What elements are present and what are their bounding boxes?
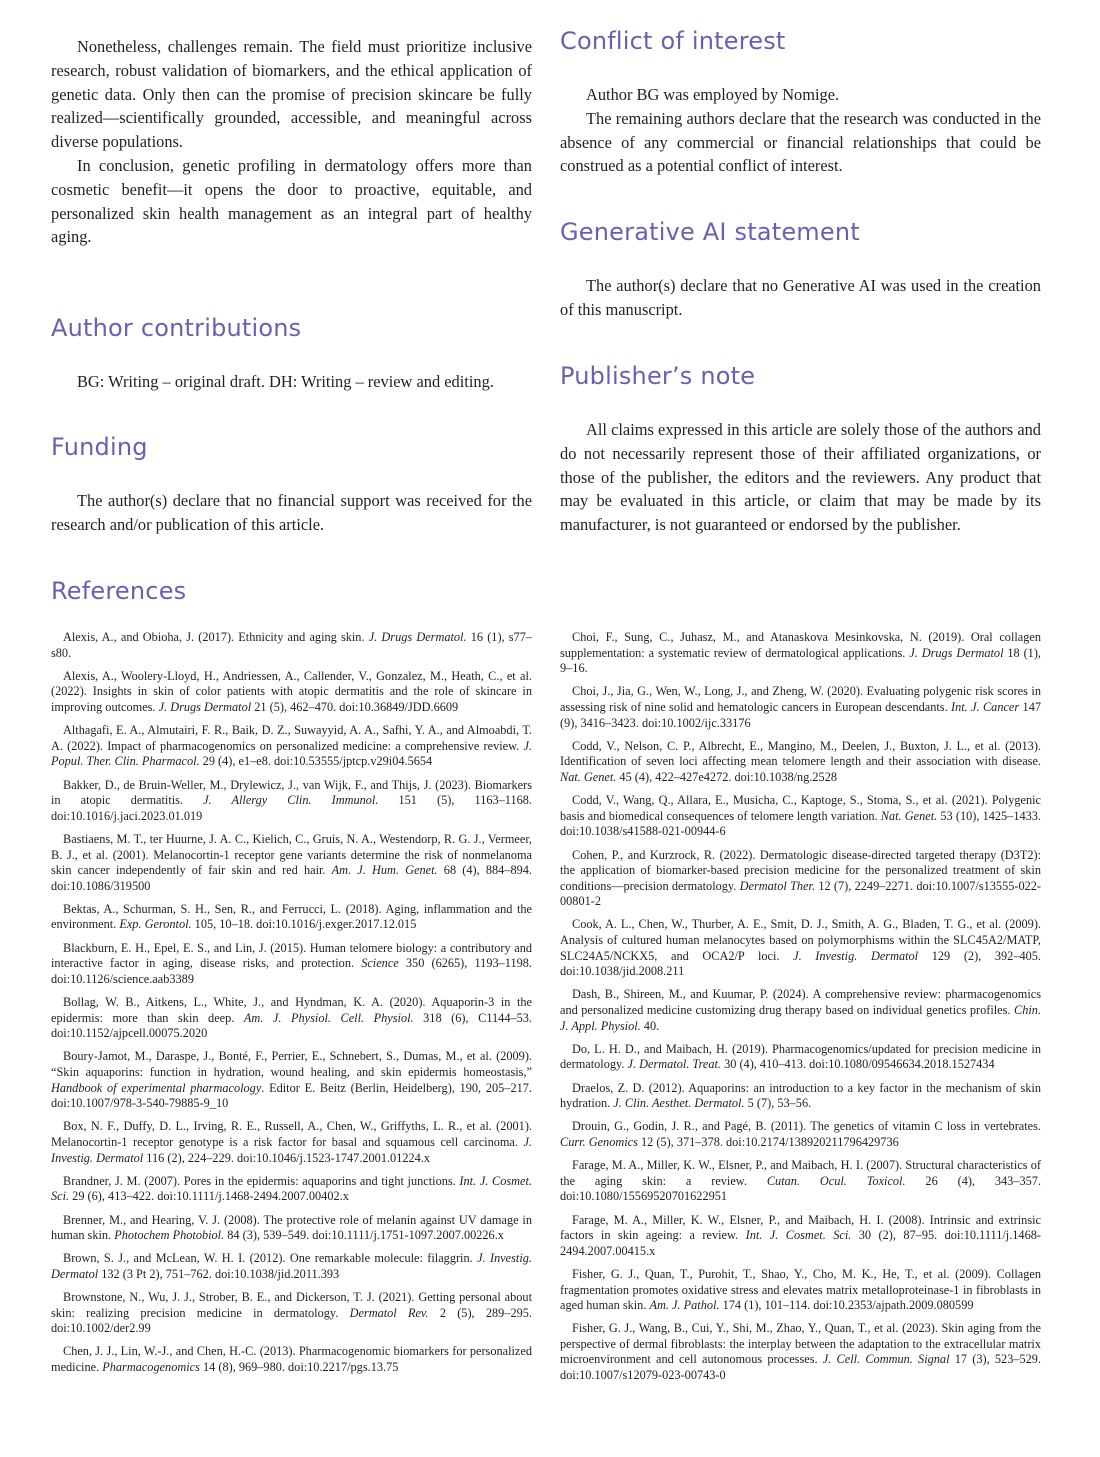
reference-citation: 2 (5), 289–295. doi:10.1002/der2.99 — [51, 1305, 532, 1336]
reference-citation: 129 (2), 392–405. doi:10.1038/jid.2008.211 — [560, 948, 1041, 979]
publishers-note-section — [560, 418, 1041, 537]
reference-text: Brown, S. J., and McLean, W. H. I. (2012). One remarkable molecule: filaggrin. — [63, 1251, 478, 1266]
reference-item — [560, 987, 1041, 1034]
reference-text: Bakker, D., de Bruin-Weller, M., Drylewicz, J., van Wijk, F., and Thijs, J. (2023). Biomarkers in atopic dermatitis. — [51, 777, 532, 808]
reference-citation: 29 (4), e1–e8. doi:10.53555/jptcp.v29i04.5654 — [199, 754, 433, 769]
reference-journal: J. Investig. Dermatol — [51, 1251, 532, 1281]
references-list-right — [560, 630, 1041, 1391]
generative-ai-section — [560, 274, 1041, 322]
reference-citation: 68 (4), 884–894. doi:10.1086/319500 — [51, 863, 532, 893]
funding-section — [51, 489, 532, 537]
reference-citation: 29 (6), 413–422. doi:10.1111/j.1468-2494.2007.00402.x — [69, 1189, 349, 1204]
reference-item — [51, 1213, 532, 1244]
publishers-note-text: All claims expressed in this article are solely those of the authors and do not necessarily represent those of their affiliated organizations, or those of the publisher, the editors and the reviewers. Any product that may be evaluated in this article, or claim that may be made by its manufacturer, is not guaranteed or endorsed by the publisher. — [560, 420, 1041, 535]
reference-citation: 116 (2), 224–229. doi:10.1046/j.1523-1747.2001.01224.x — [143, 1150, 431, 1165]
reference-text: Bollag, W. B., Aitkens, L., White, J., and Hyndman, K. A. (2020). Aquaporin-3 in the epidermis: more than skin deep. — [51, 995, 532, 1025]
reference-item — [51, 1344, 532, 1375]
reference-item — [51, 723, 532, 770]
reference-citation: 5 (7), 53–56. — [744, 1096, 812, 1111]
reference-text: Drouin, G., Godin, J. R., and Pagé, B. (2011). The genetics of vitamin C loss in vertebrates. — [572, 1119, 1041, 1134]
reference-citation: 16 (1), s77–s80. — [51, 630, 533, 660]
reference-item — [51, 1119, 532, 1166]
author-contributions-heading: Author contributions — [51, 314, 302, 342]
reference-item — [51, 1251, 532, 1282]
reference-citation: 53 (10), 1425–1433. doi:10.1038/s41588-021-00944-6 — [560, 808, 1041, 839]
reference-journal: J. Investig. Dermatol — [793, 948, 919, 963]
reference-text: Fisher, G. J., Wang, B., Cui, Y., Shi, M., Zhao, Y., Quan, T., et al. (2023). Skin aging from the perspective of dermal fibroblasts: the interplay between the adaptation to the extracellular matrix microenvironment and cell autonomous processes. — [560, 1321, 1041, 1367]
reference-journal: J. Investig. Dermatol — [51, 1134, 532, 1165]
reference-journal: Curr. Genomics — [560, 1134, 638, 1149]
reference-citation: 40. — [640, 1018, 660, 1033]
reference-item — [560, 1213, 1041, 1260]
author-contributions-text: BG: Writing – original draft. DH: Writing – review and editing. — [77, 372, 494, 391]
reference-text: Do, L. H. D., and Maibach, H. (2019). Pharmacogenomics/updated for precision medicine in dermatology. — [560, 1041, 1041, 1072]
reference-text: Bektas, A., Schurman, S. H., Sen, R., and Ferrucci, L. (2018). Aging, inflammation and the environment. — [51, 901, 532, 932]
references-heading: References — [51, 577, 187, 605]
reference-item — [51, 669, 532, 716]
reference-text: Bastiaens, M. T., ter Huurne, J. A. C., Kielich, C., Gruis, N. A., Westendorp, R. G. J., Vermeer, B. J., et al. (2001). Melanocortin-1 receptor gene variants determine the risk of nonmelanoma skin cancer independently of fair skin and red hair. — [51, 831, 532, 878]
reference-citation: 12 (5), 371–378. doi:10.2174/138920211796429736 — [637, 1134, 899, 1149]
reference-text: Codd, V., Wang, Q., Allara, E., Musicha, C., Kaptoge, S., Stoma, S., et al. (2021). Polygenic basis and biomedical consequences of telomere length variation. — [560, 793, 1041, 823]
reference-journal: Int. J. Cosmet. Sci. — [745, 1228, 852, 1243]
reference-journal: Pharmacogenomics — [102, 1360, 200, 1375]
reference-item — [560, 848, 1041, 910]
conflict-of-interest-paragraph: The remaining authors declare that the research was conducted in the absence of any commercial or financial relationships that could be construed as a potential conflict of interest. — [560, 108, 1041, 176]
reference-item — [560, 1267, 1041, 1314]
reference-item — [51, 1290, 532, 1337]
funding-heading: Funding — [51, 433, 148, 461]
reference-item — [51, 941, 532, 988]
author-contributions-section — [51, 370, 532, 394]
reference-journal: Handbook of experimental pharmacology — [51, 1080, 262, 1095]
conflict-of-interest-heading: Conflict of interest — [560, 27, 786, 55]
reference-text: Boury-Jamot, M., Daraspe, J., Bonté, F., Perrier, E., Schnebert, S., Dumas, M., et al. (2009). “Skin aquaporins: function in hydration, wound healing, and skin epidermis homeostasis,” — [51, 1049, 532, 1079]
publishers-note-heading: Publisher’s note — [560, 362, 756, 390]
reference-journal: Int. J. Cosmet. Sci. — [51, 1173, 532, 1204]
reference-text: Cohen, P., and Kurzrock, R. (2022). Dermatologic disease-directed targeted therapy (D3T2): the application of biomarker-based precision medicine for the personalized treatment of skin conditions—precision dermatology. — [560, 847, 1041, 893]
reference-journal: J. Popul. Ther. Clin. Pharmacol. — [51, 738, 532, 769]
reference-item — [51, 995, 532, 1042]
reference-journal: J. Dermatol. Treat. — [627, 1057, 721, 1072]
reference-item — [51, 630, 532, 661]
reference-item — [560, 917, 1041, 979]
reference-text: Alexis, A., and Obioha, J. (2017). Ethnicity and aging skin. — [63, 630, 369, 644]
reference-item — [560, 1158, 1041, 1205]
conclusion-paragraph: In conclusion, genetic profiling in dermatology offers more than cosmetic benefit—it opens the door to proactive, equitable, and personalized skin health management as an integral part of healthy aging. — [51, 155, 532, 247]
funding-text: The author(s) declare that no financial support was received for the research and/or publication of this article. — [51, 491, 532, 534]
reference-journal: Cutan. Ocul. Toxicol. — [766, 1173, 906, 1188]
reference-item — [560, 1081, 1041, 1112]
conflict-of-interest-section — [560, 83, 1041, 178]
conclusion-section — [51, 35, 532, 249]
reference-citation: 350 (6265), 1193–1198. doi:10.1126/science.aab3389 — [51, 956, 532, 986]
reference-citation: 132 (3 Pt 2), 751–762. doi:10.1038/jid.2011.393 — [98, 1266, 340, 1281]
generative-ai-text: The author(s) declare that no Generative AI was used in the creation of this manuscript. — [560, 276, 1041, 319]
reference-journal: J. Drugs Dermatol — [909, 645, 1004, 660]
reference-item — [560, 1321, 1041, 1383]
reference-citation: 45 (4), 422–427e4272. doi:10.1038/ng.2528 — [616, 769, 838, 784]
reference-citation: 174 (1), 101–114. doi:10.2353/ajpath.2009.080599 — [719, 1298, 974, 1313]
conflict-of-interest-paragraph: Author BG was employed by Nomige. — [586, 85, 840, 104]
reference-text: Chen, J. J., Lin, W.-J., and Chen, H.-C. (2013). Pharmacogenomic biomarkers for personalized medicine. — [51, 1344, 532, 1375]
reference-item — [51, 832, 532, 894]
reference-citation: 21 (5), 462–470. doi:10.36849/JDD.6609 — [251, 699, 459, 714]
reference-text: Draelos, Z. D. (2012). Aquaporins: an introduction to a key factor in the mechanism of skin hydration. — [560, 1080, 1041, 1111]
reference-text: Choi, F., Sung, C., Juhasz, M., and Atanaskova Mesinkovska, N. (2019). Oral collagen supplementation: a systematic review of dermatological applications. — [560, 630, 1041, 660]
reference-citation: 84 (3), 539–549. doi:10.1111/j.1751-1097.2007.00226.x — [224, 1228, 504, 1243]
references-list-left — [51, 630, 532, 1383]
reference-citation: 18 (1), 9–16. — [560, 645, 1041, 676]
reference-item — [51, 902, 532, 933]
reference-citation: 147 (9), 3416–3423. doi:10.1002/ijc.33176 — [560, 699, 1041, 730]
reference-text: Brenner, M., and Hearing, V. J. (2008). The protective role of melanin against UV damage in human skin. — [51, 1212, 532, 1243]
reference-text: Farage, M. A., Miller, K. W., Elsner, P., and Maibach, H. I. (2007). Structural characteristics of the aging skin: a review. — [560, 1158, 1041, 1188]
reference-text: Choi, J., Jia, G., Wen, W., Long, J., and Zheng, W. (2020). Evaluating polygenic risk scores in assessing risk of nine solid and hematologic cancers in European descendants. — [560, 684, 1041, 714]
reference-citation: 17 (3), 523–529. doi:10.1007/s12079-023-00743-0 — [560, 1352, 1042, 1383]
reference-text: Cook, A. L., Chen, W., Thurber, A. E., Smit, D. J., Smith, A. G., Bladen, T. G., et al. (2009). Analysis of cultured human melanocytes based on polymorphisms within the SLC45A2/MATP, SLC24A5/NCKX5, and OCA2/P loci. — [560, 917, 1041, 963]
reference-text: Althagafi, E. A., Almutairi, F. R., Baik, D. Z., Suwayyid, A. A., Safhi, Y. A., and Almoabdi, T. A. (2022). Impact of pharmacogenomics on personalized medicine: a comprehensive review. — [51, 723, 532, 753]
reference-journal: J. Clin. Aesthet. Dermatol. — [613, 1096, 745, 1111]
reference-text: Farage, M. A., Miller, K. W., Elsner, P., and Maibach, H. I. (2008). Intrinsic and extrinsic factors in skin ageing: a review. — [560, 1212, 1041, 1243]
generative-ai-heading: Generative AI statement — [560, 218, 860, 246]
reference-text: Alexis, A., Woolery-Lloyd, H., Andriessen, A., Callender, V., Gonzalez, M., Heath, C., et al. (2022). Insights in skin of color patients with atopic dermatitis and the role of skincare in improving outcomes. — [51, 668, 532, 714]
reference-citation: 14 (8), 969–980. doi:10.2217/pgs.13.75 — [199, 1360, 399, 1375]
reference-journal: Exp. Gerontol. — [119, 917, 192, 932]
reference-item — [51, 1174, 532, 1205]
reference-text: Fisher, G. J., Quan, T., Purohit, T., Shao, Y., Cho, M. K., He, T., et al. (2009). Collagen fragmentation promotes oxidative stress and elevates matrix metalloproteinase-1 in fibroblasts in aged human skin. — [560, 1266, 1041, 1313]
reference-item — [560, 739, 1041, 786]
reference-text: Codd, V., Nelson, C. P., Albrecht, E., Mangino, M., Deelen, J., Buxton, J. L., et al. (2013). Identification of seven loci affecting mean telomere length and their association with disease. — [560, 738, 1041, 769]
reference-citation: 30 (2), 87–95. doi:10.1111/j.1468-2494.2007.00415.x — [560, 1228, 1041, 1258]
reference-citation: 26 (4), 343–357. doi:10.1080/15569520701622951 — [560, 1173, 1042, 1204]
reference-journal: Am. J. Hum. Genet. — [331, 863, 438, 878]
reference-journal: Chin. J. Appl. Physiol. — [560, 1003, 1041, 1033]
reference-journal: Dermatol Ther. — [739, 878, 816, 893]
reference-citation: 151 (5), 1163–1168. doi:10.1016/j.jaci.2023.01.019 — [51, 793, 532, 823]
reference-journal: J. Drugs Dermatol. — [368, 630, 467, 644]
reference-journal: J. Cell. Commun. Signal — [822, 1352, 950, 1367]
reference-journal: J. Allergy Clin. Immunol. — [203, 793, 379, 808]
reference-journal: Am. J. Physiol. Cell. Physiol. — [243, 1010, 414, 1025]
reference-text: Brandner, J. M. (2007). Pores in the epidermis: aquaporins and tight junctions. — [63, 1173, 460, 1188]
reference-citation: 318 (6), C1144–53. doi:10.1152/ajpcell.00075.2020 — [51, 1010, 532, 1041]
reference-item — [560, 1042, 1041, 1073]
reference-journal: Science — [361, 956, 399, 971]
reference-journal: J. Drugs Dermatol — [158, 699, 252, 714]
reference-item — [51, 778, 532, 825]
reference-citation: . Editor E. Beitz (Berlin, Heidelberg), 190, 205–217. doi:10.1007/978-3-540-79885-9_10 — [51, 1080, 532, 1111]
reference-citation: 12 (7), 2249–2271. doi:10.1007/s13555-022-00801-2 — [560, 878, 1041, 909]
reference-item — [51, 1049, 532, 1111]
conclusion-paragraph: Nonetheless, challenges remain. The field must prioritize inclusive research, robust validation of biomarkers, and the ethical application of genetic data. Only then can the promise of precision skincare be fully realized—scientifically grounded, accessible, and meaningful across diverse populations. — [51, 37, 532, 152]
reference-text: Dash, B., Shireen, M., and Kuumar, P. (2024). A comprehensive review: pharmacogenomics and personalized medicine customizing drug therapy based on individual genetics profiles. — [560, 987, 1041, 1018]
reference-text: Blackburn, E. H., Epel, E. S., and Lin, J. (2015). Human telomere biology: a contributory and interactive factor in aging, disease risks, and protection. — [51, 940, 532, 971]
reference-text: Brownstone, N., Wu, J. J., Strober, B. E., and Dickerson, T. J. (2021). Getting personal about skin: realizing precision medicine in dermatology. — [51, 1290, 532, 1320]
reference-journal: Dermatol Rev. — [349, 1305, 429, 1320]
reference-journal: Nat. Genet. — [880, 808, 938, 823]
reference-text: Box, N. F., Duffy, D. L., Irving, R. E., Russell, A., Chen, W., Griffyths, L. R., et al. (2001). Melanocortin-1 receptor genotype is a risk factor for basal and squamous cell carcinoma. — [51, 1119, 532, 1149]
reference-journal: Am. J. Pathol. — [649, 1298, 720, 1313]
reference-item — [560, 684, 1041, 731]
reference-journal: Photochem Photobiol. — [114, 1228, 225, 1243]
reference-citation: 30 (4), 410–413. doi:10.1080/09546634.2018.1527434 — [721, 1057, 995, 1072]
reference-journal: Nat. Genet. — [560, 769, 617, 784]
reference-journal: Int. J. Cancer — [951, 699, 1020, 714]
reference-item — [560, 1119, 1041, 1150]
reference-item — [560, 630, 1041, 677]
reference-citation: 105, 10–18. doi:10.1016/j.exger.2017.12.015 — [191, 917, 417, 932]
reference-item — [560, 793, 1041, 840]
